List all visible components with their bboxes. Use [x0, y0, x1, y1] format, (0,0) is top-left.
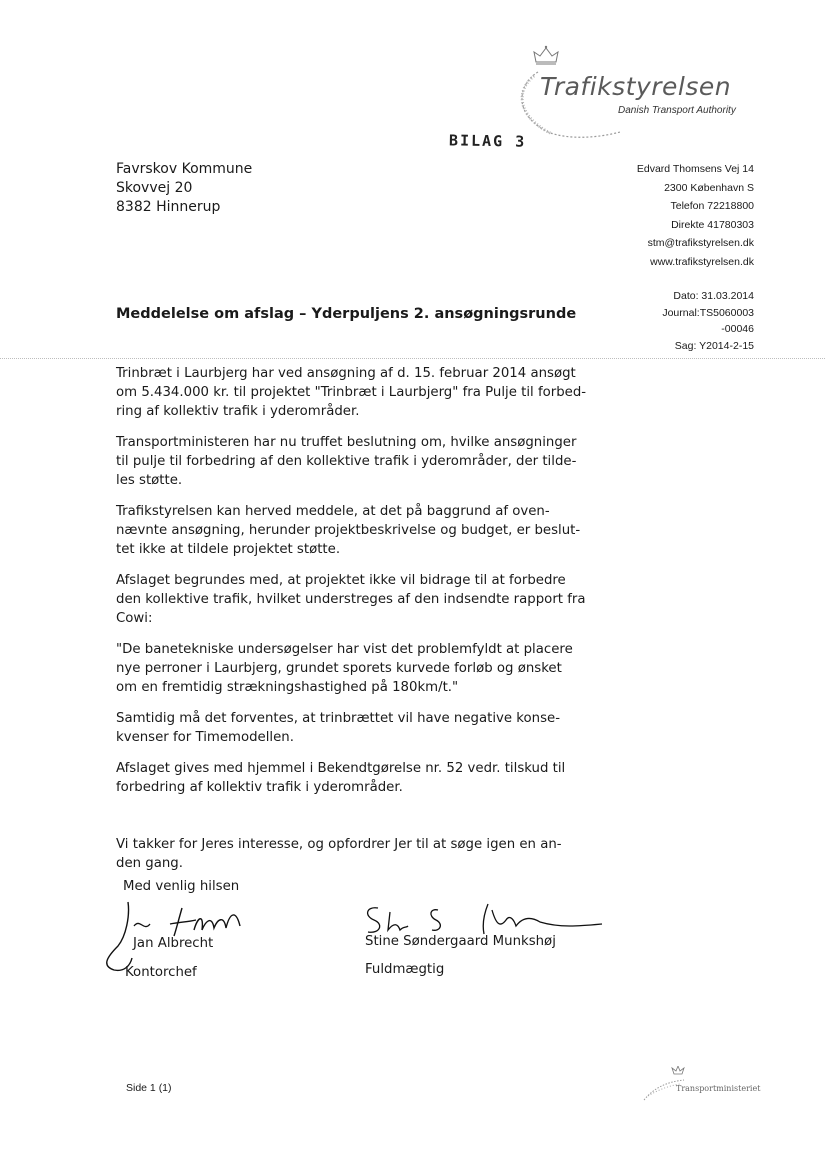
- journal-suffix-line: -00046: [721, 323, 754, 335]
- body-paragraph: "De banetekniske undersøgelser har vist det problemfyldt at placere nye perroner i Laurbjerg, grundet sporets kurvede forløb og ønsket om en fremtidig strækningshastighed på 180km/t.": [116, 642, 573, 695]
- body-paragraph: Trinbræt i Laurbjerg har ved ansøgning af d. 15. februar 2014 ansøgt om 5.434.000 kr. til projektet "Trinbræt i Laurbjerg" fra Pulje til forbed- ring af kollektiv trafik i yderområder.: [116, 366, 587, 419]
- sender-line: Direkte 41780303: [671, 218, 754, 231]
- journal-line: Journal:TS5060003: [662, 306, 754, 319]
- body-paragraph: Trafikstyrelsen kan herved meddele, at det på baggrund af oven- nævnte ansøgning, herunder projektbeskrivelse og budget, er beslut- tet ikke at tildele projektet støtte.: [116, 504, 581, 557]
- page-number: Side 1 (1): [126, 1082, 172, 1094]
- sender-email[interactable]: stm@trafikstyrelsen.dk: [647, 237, 754, 249]
- recipient-address: [116, 160, 252, 217]
- case-metadata: [662, 288, 754, 354]
- sender-line: Edvard Thomsens Vej 14: [636, 163, 754, 175]
- crown-icon: [532, 44, 560, 66]
- signatory-name: Jan Albrecht: [133, 936, 214, 951]
- body-paragraph: Afslaget gives med hjemmel i Bekendtgørelse nr. 52 vedr. tilskud til forbedring af kollektiv trafik i yderområder.: [116, 761, 566, 795]
- sender-website[interactable]: www.trafikstyrelsen.dk: [650, 255, 754, 268]
- letter-body: [116, 364, 592, 885]
- signatory-title: Fuldmægtig: [365, 962, 445, 977]
- logo-tagline: Danish Transport Authority: [618, 105, 736, 116]
- body-paragraph: Transportministeren har nu truffet beslutning om, hvilke ansøgninger til pulje til forbedring af den kollektive trafik i yderområder, der tilde- les støtte.: [116, 435, 577, 488]
- recipient-line: Skovvej 20: [116, 180, 193, 196]
- sender-contact: [637, 160, 754, 271]
- sender-line: Telefon 72218800: [670, 200, 754, 212]
- sender-line: 2300 København S: [664, 181, 754, 194]
- fold-line: [0, 358, 825, 359]
- closing-greeting: Med venlig hilsen: [123, 879, 240, 894]
- body-paragraph: Vi takker for Jeres interesse, og opfordrer Jer til at søge igen en an- den gang.: [116, 837, 562, 871]
- recipient-line: 8382 Hinnerup: [116, 199, 221, 215]
- body-paragraph: Afslaget begrundes med, at projektet ikke vil bidrage til at forbedre den kollektive trafik, hvilket understreges af den indsendte rapport fra Cowi:: [116, 573, 586, 626]
- body-paragraph: Samtidig må det forventes, at trinbrættet vil have negative konse- kvenser for Timemodellen.: [116, 711, 560, 745]
- handwritten-annotation: BILAG 3: [448, 131, 527, 151]
- signatory-name: Stine Søndergaard Munkshøj: [365, 934, 556, 949]
- ministry-name: Transportministeriet: [676, 1084, 761, 1093]
- signatory-title: Kontorchef: [125, 965, 197, 980]
- logo-brand-text: Trafikstyrelsen: [540, 72, 732, 101]
- recipient-line: Favrskov Kommune: [116, 161, 253, 177]
- ministry-footer-logo: [640, 1066, 761, 1110]
- date-line: Dato: 31.03.2014: [673, 290, 754, 302]
- case-line: Sag: Y2014-2-15: [674, 339, 754, 352]
- letter-subject: Meddelelse om afslag – Yderpuljens 2. ansøgningsrunde: [116, 306, 577, 322]
- trafikstyrelsen-logo: [508, 44, 768, 144]
